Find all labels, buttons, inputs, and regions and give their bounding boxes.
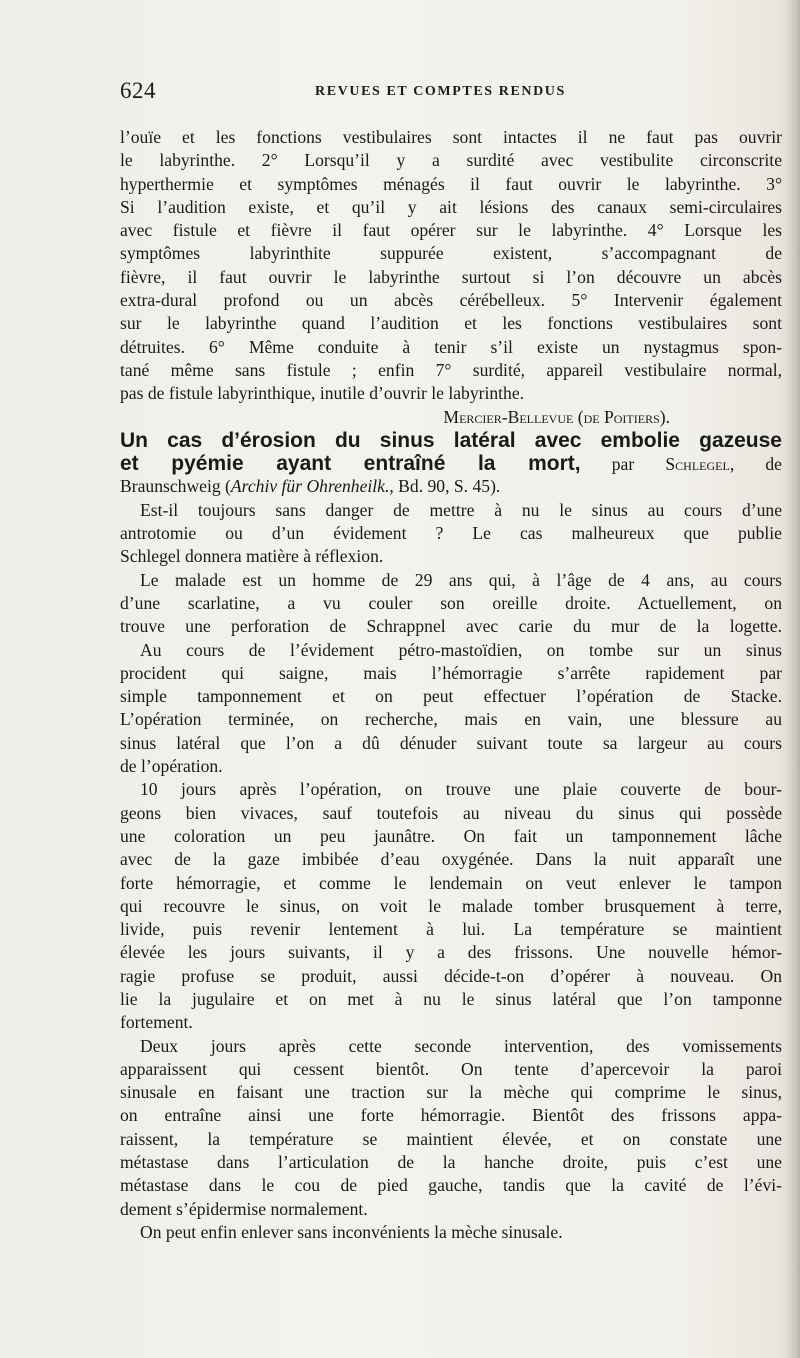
text-line: lie la jugulaire et on met à nu le sinus latéral que l’on tamponne <box>120 988 782 1009</box>
text-line: métastase dans l’articulation de la hanche droite, puis c’est une <box>120 1152 782 1173</box>
text-line: de l’opération. <box>120 756 223 777</box>
text-line: l’ouïe et les fonctions vestibulaires sont intactes il ne faut pas ouvrir <box>120 127 782 147</box>
text-line: On peut enfin enlever sans inconvénients la mèche sinusale. <box>140 1221 563 1242</box>
text-line: avec de la gaze imbibée d’eau oxygénée. Dans la nuit apparaît une <box>120 849 782 870</box>
article-heading-line-1: Un cas d’érosion du sinus latéral avec embolie gazeuse <box>120 428 782 452</box>
page-header <box>120 78 780 106</box>
text-line: ragie profuse se produit, aussi décide-t-on d’opérer à nouveau. On <box>120 965 782 986</box>
heading-suffix: , de <box>729 454 782 475</box>
text-line: hyperthermie et symptômes ménagés il faut ouvrir le labyrinthe. 3° <box>120 173 782 194</box>
text-line: élevée les jours suivants, il y a des frissons. Une nouvelle hémor- <box>120 942 782 963</box>
text-line: fortement. <box>120 1012 193 1033</box>
article-heading-line-2 <box>120 452 782 475</box>
text-line: une coloration un peu jaunâtre. On fait un tamponnement lâche <box>120 825 782 846</box>
text-line: Schlegel donnera matière à réflexion. <box>120 546 384 567</box>
text-line: simple tamponnement et on peut effectuer l’opération de Stacke. <box>120 686 782 707</box>
text-line: qui recouvre le sinus, on voit le malade tomber brusquement à terre, <box>120 895 782 916</box>
citation-suffix: , Bd. 90, S. 45). <box>389 476 501 497</box>
article-text <box>120 126 782 1244</box>
text-line: Est-il toujours sans danger de mettre à nu le sinus au cours d’une <box>140 499 782 520</box>
text-line: livide, puis revenir lentement à lui. La température se maintient <box>120 919 782 940</box>
text-line: Deux jours après cette seconde intervention, des vomissements <box>140 1035 782 1056</box>
text-line: geons bien vivaces, sauf toutefois au niveau du sinus qui possède <box>120 802 782 823</box>
text-line: le labyrinthe. 2° Lorsqu’il y a surdité avec vestibulite circonscrite <box>120 150 782 171</box>
text-line: pas de fistule labyrinthique, inutile d’ouvrir le labyrinthe. <box>120 383 525 404</box>
text-line: Le malade est un homme de 29 ans qui, à l’âge de 4 ans, au cours <box>140 569 782 590</box>
text-line: apparaissent qui cessent bientôt. On tente d’apercevoir la paroi <box>120 1058 782 1079</box>
text-line: fièvre, il faut ouvrir le labyrinthe surtout si l’on découvre un abcès <box>120 266 782 287</box>
previous-review-conclusion <box>120 126 782 406</box>
citation-journal: Archiv für Ohrenheilk. <box>230 476 390 497</box>
text-line: dement s’épidermise normalement. <box>120 1198 368 1219</box>
page-number: 624 <box>120 78 156 103</box>
heading-author: Schlegel <box>665 454 730 475</box>
text-line: avec fistule et fièvre il faut opérer sur le labyrinthe. 4° Lorsque les <box>120 220 782 241</box>
page-edge-shadow <box>786 0 800 1358</box>
review-body <box>120 499 782 1245</box>
text-line: trouve une perforation de Schrappnel avec carie du mur de la logette. <box>120 616 782 637</box>
text-line: L’opération terminée, on recherche, mais en vain, une blessure au <box>120 709 782 730</box>
text-line: symptômes labyrinthite suppurée existent, s’accompagnant de <box>120 243 782 264</box>
text-line: extra-dural profond ou un abcès cérébelleux. 5° Intervenir également <box>120 290 782 311</box>
heading-bold-part: et pyémie ayant entraîné la mort, <box>120 452 581 476</box>
text-line: Au cours de l’évidement pétro-mastoïdien, on tombe sur un sinus <box>140 639 782 660</box>
citation-line <box>120 475 782 498</box>
text-line: antrotomie ou d’un évidement ? Le cas malheureux que publie <box>120 523 782 544</box>
heading-by: par <box>580 454 666 475</box>
text-line: on entraîne ainsi une forte hémorragie. Bientôt des frissons appa- <box>120 1105 782 1126</box>
running-head: REVUES ET COMPTES RENDUS <box>315 84 566 99</box>
text-line: d’une scarlatine, a vu couler son oreille droite. Actuellement, on <box>120 592 782 613</box>
text-line: Si l’audition existe, et qu’il y ait lésions des canaux semi-circulaires <box>120 196 782 217</box>
text-line: forte hémorragie, et comme le lendemain on veut enlever le tampon <box>120 872 782 893</box>
text-line: détruites. 6° Même conduite à tenir s’il existe un nystagmus spon- <box>120 336 782 357</box>
text-line: tané même sans fistule ; enfin 7° surdité, appareil vestibulaire normal, <box>120 359 782 380</box>
text-line: métastase dans le cou de pied gauche, tandis que la cavité de l’évi- <box>120 1175 782 1196</box>
text-line: procident qui saigne, mais l’hémorragie s’arrête rapidement par <box>120 662 782 683</box>
text-line: raissent, la température se maintient élevée, et on constate une <box>120 1128 782 1149</box>
text-line: sinus latéral que l’on a dû dénuder suivant toute sa largeur au cours <box>120 732 782 753</box>
reviewer-signature: Mercier-Bellevue (de Poitiers). <box>443 406 670 427</box>
text-line: sinusale en faisant une traction sur la mèche qui comprime le sinus, <box>120 1082 782 1103</box>
text-line: 10 jours après l’opération, on trouve une plaie couverte de bour- <box>140 779 782 800</box>
text-line: sur le labyrinthe quand l’audition et les fonctions vestibulaires sont <box>120 313 782 334</box>
citation-prefix: Braunschweig ( <box>120 476 231 497</box>
